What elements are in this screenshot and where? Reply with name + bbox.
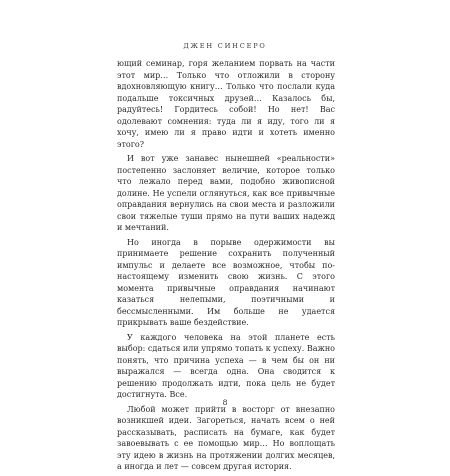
paragraph: ющий семинар, горя желанием порвать на части этот мир… Только что отложили в сторону вдохновляющую книгу… Только что послали куда подальше токсичных друзей… Казалось бы, радуйтесь! Гордитесь собой! Но нет! Вас одолевают сомнения: туда ли я иду, того ли я хочу, имею ли я право идти и хотеть именно этого? <box>117 59 335 149</box>
paragraph: И вот уже занавес нынешней «реальности» постепенно заслоняет величие, которое только что лежало перед вами, подобно живописной долине. Не успели оглянуться, как все привычные оправдания вернулись на свои места и разложили свои тяжелые туши прямо на пути ваших надежд и мечтаний. <box>117 154 335 232</box>
paragraph: Любой может прийти в восторг от внезапно возникшей идеи. Загореться, начать всем о ней рассказывать, расписать на бумаге, как будет завоевывать с ее помощью мир… Но воплощать эту идею в жизнь на протяжении долгих месяцев, а иногда и лет — совсем другая история. <box>117 404 335 471</box>
paragraph: Но иногда в порыве одержимости вы принимаете решение сохранить полученный импульс и делаете все возможное, чтобы по-настоящему изменить свою жизнь. С этого момента привычные оправдания начинают казаться нелепыми, поэтичными и бессмысленными. Им больше не удается прикрывать ваше бездействие. <box>117 237 335 327</box>
running-header: ДЖЕН СИНСЕРО <box>183 42 267 50</box>
page-number: 8 <box>222 398 228 407</box>
paragraph: У каждого человека на этой планете есть выбор: сдаться или упрямо топать к успеху. Важно понять, что причина успеха — в чем бы он ни выражался — всегда одна. Она сводится к решению продолжать идти, пока цель не будет достигнута. Все. <box>117 332 335 399</box>
body-text <box>117 58 335 476</box>
